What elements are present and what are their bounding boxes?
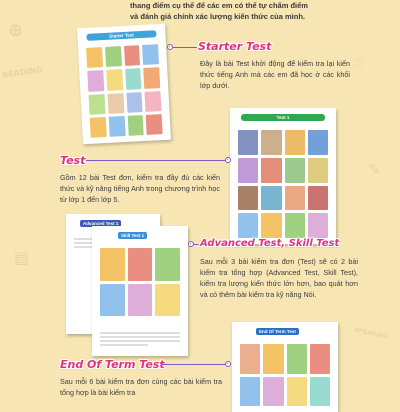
starter-test-heading: Starter Test <box>198 40 272 53</box>
starter-test-banner: Starter Test <box>86 30 157 41</box>
background-doodle-pencil: ✎ <box>368 160 382 179</box>
background-doodle-speaking: SPEAKING <box>353 326 389 341</box>
background-doodle-book: ▤ <box>14 248 30 267</box>
advanced-skill-test-heading: Advanced Test, Skill Test <box>200 238 340 249</box>
intro-text: thang điểm cụ thể để các em có thể tự chấm điểm và đánh giá chính xác lượng kiến thức của mình. <box>130 1 308 21</box>
end-of-term-connector-dot <box>225 361 231 367</box>
test-1-thumbnail <box>230 108 336 244</box>
end-of-term-test-description: Sau mỗi 6 bài kiểm tra đơn cùng các bài kiểm tra tổng hợp là bài kiểm tra <box>60 377 222 397</box>
background-doodle-reading: READING <box>1 65 44 80</box>
skill-test-thumbnail <box>92 226 188 356</box>
end-of-term-test-heading: End Of Term Test <box>60 358 165 371</box>
end-of-term-connector-line <box>162 364 226 365</box>
test-connector-dot <box>225 157 231 163</box>
test-description: Gồm 12 bài Test đơn, kiểm tra đầy đủ các kiến thức và kỹ năng tiếng Anh trong chương trình học từ lớp 1 đến lớp 5. <box>60 173 220 204</box>
skill-test-banner: Skill Test 1 <box>118 232 147 239</box>
background-doodle-star: ☆ <box>352 55 365 71</box>
advanced-skill-test-description: Sau mỗi 3 bài kiểm tra đơn (Test) sẽ có 2 bài kiểm tra tổng hợp (Advanced Test, Skill Test), kiểm tra lượng kiến thức lớn hơn, bao quát hơn và có thêm bài kiểm tra kỹ năng Nói. <box>200 257 358 299</box>
advanced-test-banner: Advanced Test 1 <box>80 220 121 227</box>
end-of-term-test-thumbnail <box>232 322 338 412</box>
end-of-term-banner: End Of Term Test <box>256 328 299 335</box>
test-connector-line <box>86 160 226 161</box>
starter-connector-line <box>173 47 197 48</box>
test-heading: Test <box>60 154 86 167</box>
background-doodle-globe: ⊕ <box>8 20 24 41</box>
starter-test-thumbnail <box>77 24 171 144</box>
test-1-banner: Test 1 <box>241 114 326 121</box>
starter-test-description: Đây là bài Test khởi động để kiểm tra lại kiến thức tiếng Anh mà các em đã học ở các khối lớp dưới. <box>200 59 350 90</box>
